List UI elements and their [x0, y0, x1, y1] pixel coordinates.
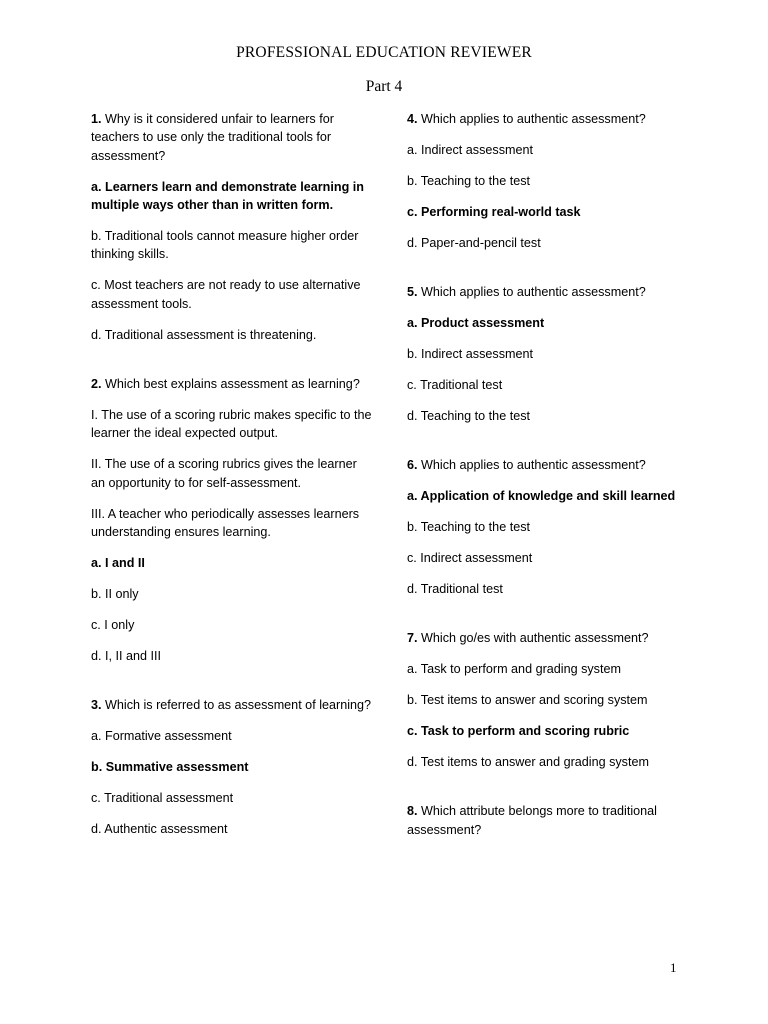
left-column — [91, 110, 373, 869]
answer-option-correct: c. Performing real-world task — [407, 204, 581, 219]
question-number: 2. — [91, 377, 102, 392]
question-stem: Which best explains assessment as learning? — [105, 377, 360, 392]
question-stem: Why is it considered unfair to learners for teachers to use only the traditional tools for assessment? — [91, 112, 334, 163]
answer-option: b. Test items to answer and scoring system — [407, 692, 648, 707]
answer-option-correct: b. Summative assessment — [91, 759, 249, 774]
answer-option: a. Formative assessment — [91, 728, 232, 743]
question-block — [407, 802, 689, 839]
answer-option: c. Indirect assessment — [407, 550, 533, 565]
question-number: 3. — [91, 698, 102, 713]
answer-option: a. Task to perform and grading system — [407, 662, 621, 676]
answer-option: d. Paper-and-pencil test — [407, 235, 541, 250]
question-stem: Which applies to authentic assessment? — [421, 285, 646, 300]
question-text — [407, 283, 689, 301]
question-text — [407, 802, 689, 839]
answer-option-correct: a. Product assessment — [407, 315, 545, 330]
question-text — [91, 110, 373, 165]
question-number: 8. — [407, 804, 418, 819]
answer-option: b. Indirect assessment — [407, 346, 533, 361]
answer-option-correct: a. I and II — [91, 555, 145, 570]
question-text — [407, 629, 689, 647]
question-stem: Which applies to authentic assessment? — [421, 458, 646, 473]
answer-option: d. Traditional test — [407, 581, 503, 596]
answer-option: c. Traditional assessment — [91, 790, 234, 805]
answer-option: d. Teaching to the test — [407, 408, 530, 423]
answer-option: d. I, II and III — [91, 648, 162, 663]
answer-option-correct: a. Learners learn and demonstrate learning in multiple ways other than in written form. — [91, 179, 364, 213]
question-stem: Which go/es with authentic assessment? — [421, 631, 649, 646]
question-block — [91, 375, 373, 665]
question-text — [91, 696, 373, 714]
page-subtitle: Part 4 — [365, 78, 403, 95]
question-block — [407, 456, 689, 598]
answer-option: b. II only — [91, 586, 139, 601]
page-title: PROFESSIONAL EDUCATION REVIEWER — [236, 44, 532, 61]
question-block — [407, 283, 689, 425]
answer-option: III. A teacher who periodically assesses learners understanding ensures learning. — [91, 506, 360, 539]
answer-option: b. Traditional tools cannot measure higher order thinking skills. — [91, 229, 359, 262]
answer-option: b. Teaching to the test — [407, 519, 530, 534]
page-number: 1 — [670, 960, 677, 975]
answer-option: c. I only — [91, 617, 135, 632]
question-number: 1. — [91, 112, 102, 126]
answer-option: d. Traditional assessment is threatening. — [91, 327, 317, 342]
right-column — [407, 110, 689, 870]
answer-option: d. Test items to answer and grading system — [407, 754, 649, 769]
answer-option: II. The use of a scoring rubrics gives the learner an opportunity to for self-assessment. — [91, 457, 357, 490]
question-block — [407, 629, 689, 771]
question-block — [91, 696, 373, 838]
question-text — [407, 456, 689, 474]
answer-option: a. Indirect assessment — [407, 142, 533, 157]
answer-option: d. Authentic assessment — [91, 821, 228, 836]
question-block — [407, 110, 689, 252]
question-number: 6. — [407, 458, 418, 473]
question-number: 7. — [407, 631, 418, 646]
question-stem: Which attribute belongs more to traditional assessment? — [407, 804, 657, 837]
answer-option: c. Most teachers are not ready to use alternative assessment tools. — [91, 278, 361, 311]
answer-option: c. Traditional test — [407, 377, 503, 392]
question-text — [407, 110, 689, 128]
question-text — [91, 375, 373, 393]
question-stem: Which is referred to as assessment of learning? — [105, 698, 372, 713]
question-number: 4. — [407, 112, 418, 126]
answer-option: I. The use of a scoring rubric makes specific to the learner the ideal expected output. — [91, 407, 372, 441]
question-stem: Which applies to authentic assessment? — [421, 112, 646, 126]
answer-option: b. Teaching to the test — [407, 173, 530, 188]
answer-option-correct: c. Task to perform and scoring rubric — [407, 723, 630, 738]
answer-option-correct: a. Application of knowledge and skill learned — [407, 488, 676, 503]
question-block — [91, 110, 373, 344]
question-number: 5. — [407, 285, 418, 300]
